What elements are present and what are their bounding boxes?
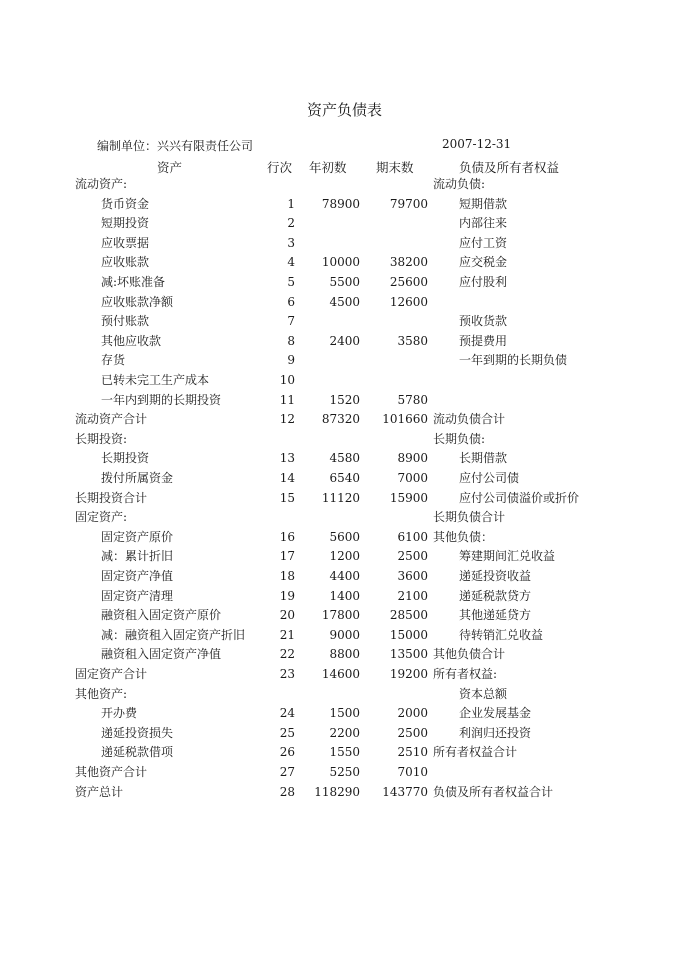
line-no-cell: 2 <box>287 216 295 231</box>
table-row <box>0 489 689 509</box>
table-row <box>0 587 689 607</box>
table-row <box>0 391 689 411</box>
liability-cell: 应付工资 <box>459 235 508 250</box>
end-value-cell: 19200 <box>389 667 428 681</box>
liability-cell: 负债及所有者权益合计 <box>433 784 554 799</box>
asset-cell: 长期投资合计 <box>75 490 148 505</box>
liability-cell: 资本总额 <box>459 686 508 701</box>
liability-cell: 内部往来 <box>459 216 508 231</box>
begin-value-cell: 5500 <box>329 275 360 289</box>
line-no-cell: 28 <box>279 784 295 799</box>
end-value-cell: 12600 <box>389 294 428 309</box>
begin-value-cell: 4580 <box>329 451 360 466</box>
page-title: 资产负债表 <box>306 101 382 119</box>
liability-cell: 应付股利 <box>459 275 508 289</box>
liability-cell: 长期借款 <box>459 451 508 466</box>
line-no-cell: 7 <box>287 314 295 329</box>
asset-cell: 减：融资租入固定资产折旧 <box>101 627 246 642</box>
line-no-cell: 27 <box>279 765 295 779</box>
end-value-cell: 2100 <box>397 588 428 603</box>
end-value-cell: 2510 <box>397 745 428 760</box>
begin-value-cell: 1200 <box>329 549 360 564</box>
line-no-cell: 21 <box>279 627 295 642</box>
line-no-cell: 11 <box>279 392 295 407</box>
end-value-cell: 15000 <box>389 627 428 642</box>
liability-cell: 短期借款 <box>459 196 508 211</box>
end-value-cell: 2500 <box>397 549 428 564</box>
end-value-cell: 7010 <box>397 765 428 779</box>
liability-cell: 所有者权益合计 <box>433 745 518 760</box>
begin-value-cell: 11120 <box>321 490 360 505</box>
asset-cell: 融资租入固定资产原价 <box>101 608 222 623</box>
end-value-cell: 8900 <box>397 451 428 466</box>
asset-cell: 融资租入固定资产净值 <box>101 647 222 662</box>
header-liability: 负债及所有者权益 <box>459 160 560 175</box>
line-no-cell: 1 <box>287 196 295 211</box>
table-row <box>0 430 689 450</box>
begin-value-cell: 17800 <box>321 608 360 623</box>
end-value-cell: 2500 <box>397 725 428 740</box>
liability-cell: 所有者权益: <box>433 667 498 681</box>
asset-cell: 固定资产: <box>75 510 128 525</box>
begin-value-cell: 4500 <box>329 294 360 309</box>
end-value-cell: 79700 <box>389 196 428 211</box>
line-no-cell: 4 <box>287 255 295 270</box>
table-row <box>0 410 689 430</box>
line-no-cell: 5 <box>287 275 295 289</box>
asset-cell: 固定资产原价 <box>101 529 174 544</box>
begin-value-cell: 10000 <box>321 255 360 270</box>
table-row <box>0 685 689 705</box>
line-no-cell: 3 <box>287 235 295 250</box>
liability-cell: 应交税金 <box>459 255 508 270</box>
asset-cell: 减：累计折旧 <box>101 549 174 564</box>
liability-cell: 递延投资收益 <box>459 569 532 583</box>
asset-cell: 预付账款 <box>101 314 150 329</box>
asset-cell: 长期投资 <box>101 451 150 466</box>
end-value-cell: 15900 <box>389 490 428 505</box>
line-no-cell: 25 <box>279 725 295 740</box>
line-no-cell: 6 <box>287 294 295 309</box>
table-row <box>0 645 689 665</box>
table-row <box>0 763 689 783</box>
liability-cell: 应付公司债 <box>459 471 520 485</box>
asset-cell: 流动资产: <box>75 177 128 191</box>
line-no-cell: 18 <box>279 569 295 583</box>
table-row <box>0 195 689 215</box>
end-value-cell: 2000 <box>397 706 428 721</box>
line-no-cell: 19 <box>279 588 295 603</box>
begin-value-cell: 4400 <box>329 569 360 583</box>
end-value-cell: 3600 <box>397 569 428 583</box>
liability-cell: 预收货款 <box>459 314 508 329</box>
begin-value-cell: 1500 <box>329 706 360 721</box>
end-value-cell: 25600 <box>389 275 428 289</box>
begin-value-cell: 78900 <box>321 196 360 211</box>
table-row <box>0 293 689 313</box>
asset-cell: 流动资产合计 <box>75 412 148 427</box>
asset-cell: 应收票据 <box>101 235 150 250</box>
table-row <box>0 273 689 293</box>
begin-value-cell: 8800 <box>329 647 360 662</box>
table-row <box>0 547 689 567</box>
header-asset: 资产 <box>157 160 183 175</box>
table-row <box>0 508 689 528</box>
table-row <box>0 743 689 763</box>
line-no-cell: 22 <box>279 647 295 662</box>
begin-value-cell: 2200 <box>329 725 360 740</box>
begin-value-cell: 9000 <box>329 627 360 642</box>
line-no-cell: 13 <box>279 451 295 466</box>
begin-value-cell: 87320 <box>321 412 360 427</box>
asset-cell: 应收账款净额 <box>101 294 174 309</box>
table-row <box>0 783 689 803</box>
asset-cell: 递延税款借项 <box>101 745 174 760</box>
asset-cell: 递延投资损失 <box>101 725 174 740</box>
line-no-cell: 17 <box>279 549 295 564</box>
asset-cell: 固定资产清理 <box>101 588 174 603</box>
asset-cell: 开办费 <box>101 706 138 721</box>
begin-value-cell: 118290 <box>314 784 360 799</box>
begin-value-cell: 5600 <box>329 529 360 544</box>
end-value-cell: 13500 <box>389 647 428 662</box>
liability-cell: 应付公司债溢价或折价 <box>459 490 580 505</box>
liability-cell: 长期负债: <box>433 431 486 446</box>
asset-cell: 存货 <box>101 353 126 368</box>
liability-cell: 其他负债： <box>433 529 494 544</box>
line-no-cell: 9 <box>287 353 295 368</box>
asset-cell: 减:坏账准备 <box>101 275 166 289</box>
begin-value-cell: 1520 <box>329 392 360 407</box>
line-no-cell: 15 <box>279 490 295 505</box>
liability-cell: 流动负债: <box>433 177 486 191</box>
line-no-cell: 14 <box>279 471 295 485</box>
line-no-cell: 12 <box>279 412 295 427</box>
table-row <box>0 449 689 469</box>
liability-cell: 其他负债合计 <box>433 647 506 662</box>
liability-cell: 待转销汇兑收益 <box>459 627 544 642</box>
end-value-cell: 3580 <box>397 333 428 348</box>
table-row <box>0 312 689 332</box>
table-row <box>0 528 689 548</box>
company-label: 编制单位：兴兴有限责任公司 <box>97 139 254 153</box>
header-begin: 年初数 <box>309 160 347 175</box>
begin-value-cell: 2400 <box>329 333 360 348</box>
end-value-cell: 28500 <box>389 608 428 623</box>
liability-cell: 预提费用 <box>459 333 508 348</box>
begin-value-cell: 5250 <box>329 765 360 779</box>
line-no-cell: 16 <box>279 529 295 544</box>
line-no-cell: 8 <box>287 333 295 348</box>
table-row <box>0 253 689 273</box>
liability-cell: 企业发展基金 <box>459 706 532 721</box>
end-value-cell: 101660 <box>382 412 428 427</box>
asset-cell: 固定资产净值 <box>101 569 174 583</box>
asset-cell: 资产总计 <box>75 784 124 799</box>
asset-cell: 长期投资: <box>75 431 128 446</box>
table-row <box>0 371 689 391</box>
liability-cell: 其他递延贷方 <box>459 608 532 623</box>
table-row <box>0 175 689 195</box>
liability-cell: 流动负债合计 <box>433 412 506 427</box>
table-row <box>0 469 689 489</box>
liability-cell: 一年到期的长期负债 <box>459 353 568 368</box>
asset-cell: 固定资产合计 <box>75 667 148 681</box>
end-value-cell: 6100 <box>397 529 428 544</box>
asset-cell: 应收账款 <box>101 255 150 270</box>
liability-cell: 筹建期间汇兑收益 <box>459 549 556 564</box>
asset-cell: 一年内到期的长期投资 <box>101 392 222 407</box>
begin-value-cell: 1550 <box>329 745 360 760</box>
line-no-cell: 20 <box>279 608 295 623</box>
liability-cell: 递延税款贷方 <box>459 588 532 603</box>
asset-cell: 货币资金 <box>101 196 150 211</box>
table-row <box>0 214 689 234</box>
asset-cell: 已转未完工生产成本 <box>101 373 210 387</box>
asset-cell: 短期投资 <box>101 216 150 231</box>
report-date: 2007-12-31 <box>442 137 512 151</box>
table-row <box>0 234 689 254</box>
asset-cell: 其他应收款 <box>101 333 162 348</box>
end-value-cell: 143770 <box>382 784 428 799</box>
table-row <box>0 567 689 587</box>
begin-value-cell: 1400 <box>329 588 360 603</box>
line-no-cell: 10 <box>279 373 295 387</box>
line-no-cell: 24 <box>279 706 295 721</box>
liability-cell: 利润归还投资 <box>459 725 532 740</box>
table-row <box>0 626 689 646</box>
header-end: 期末数 <box>376 160 414 175</box>
end-value-cell: 38200 <box>389 255 428 270</box>
table-row <box>0 351 689 371</box>
line-no-cell: 23 <box>279 667 295 681</box>
line-no-cell: 26 <box>279 745 295 760</box>
begin-value-cell: 14600 <box>321 667 360 681</box>
end-value-cell: 7000 <box>397 471 428 485</box>
table-row <box>0 704 689 724</box>
end-value-cell: 5780 <box>397 392 428 407</box>
header-line-no: 行次 <box>267 160 293 175</box>
liability-cell: 长期负债合计 <box>433 510 506 525</box>
table-row <box>0 606 689 626</box>
table-row <box>0 332 689 352</box>
asset-cell: 其他资产合计 <box>75 765 148 779</box>
table-row <box>0 724 689 744</box>
begin-value-cell: 6540 <box>329 471 360 485</box>
asset-cell: 其他资产: <box>75 686 128 701</box>
table-row <box>0 665 689 685</box>
asset-cell: 拨付所属资金 <box>101 471 174 485</box>
